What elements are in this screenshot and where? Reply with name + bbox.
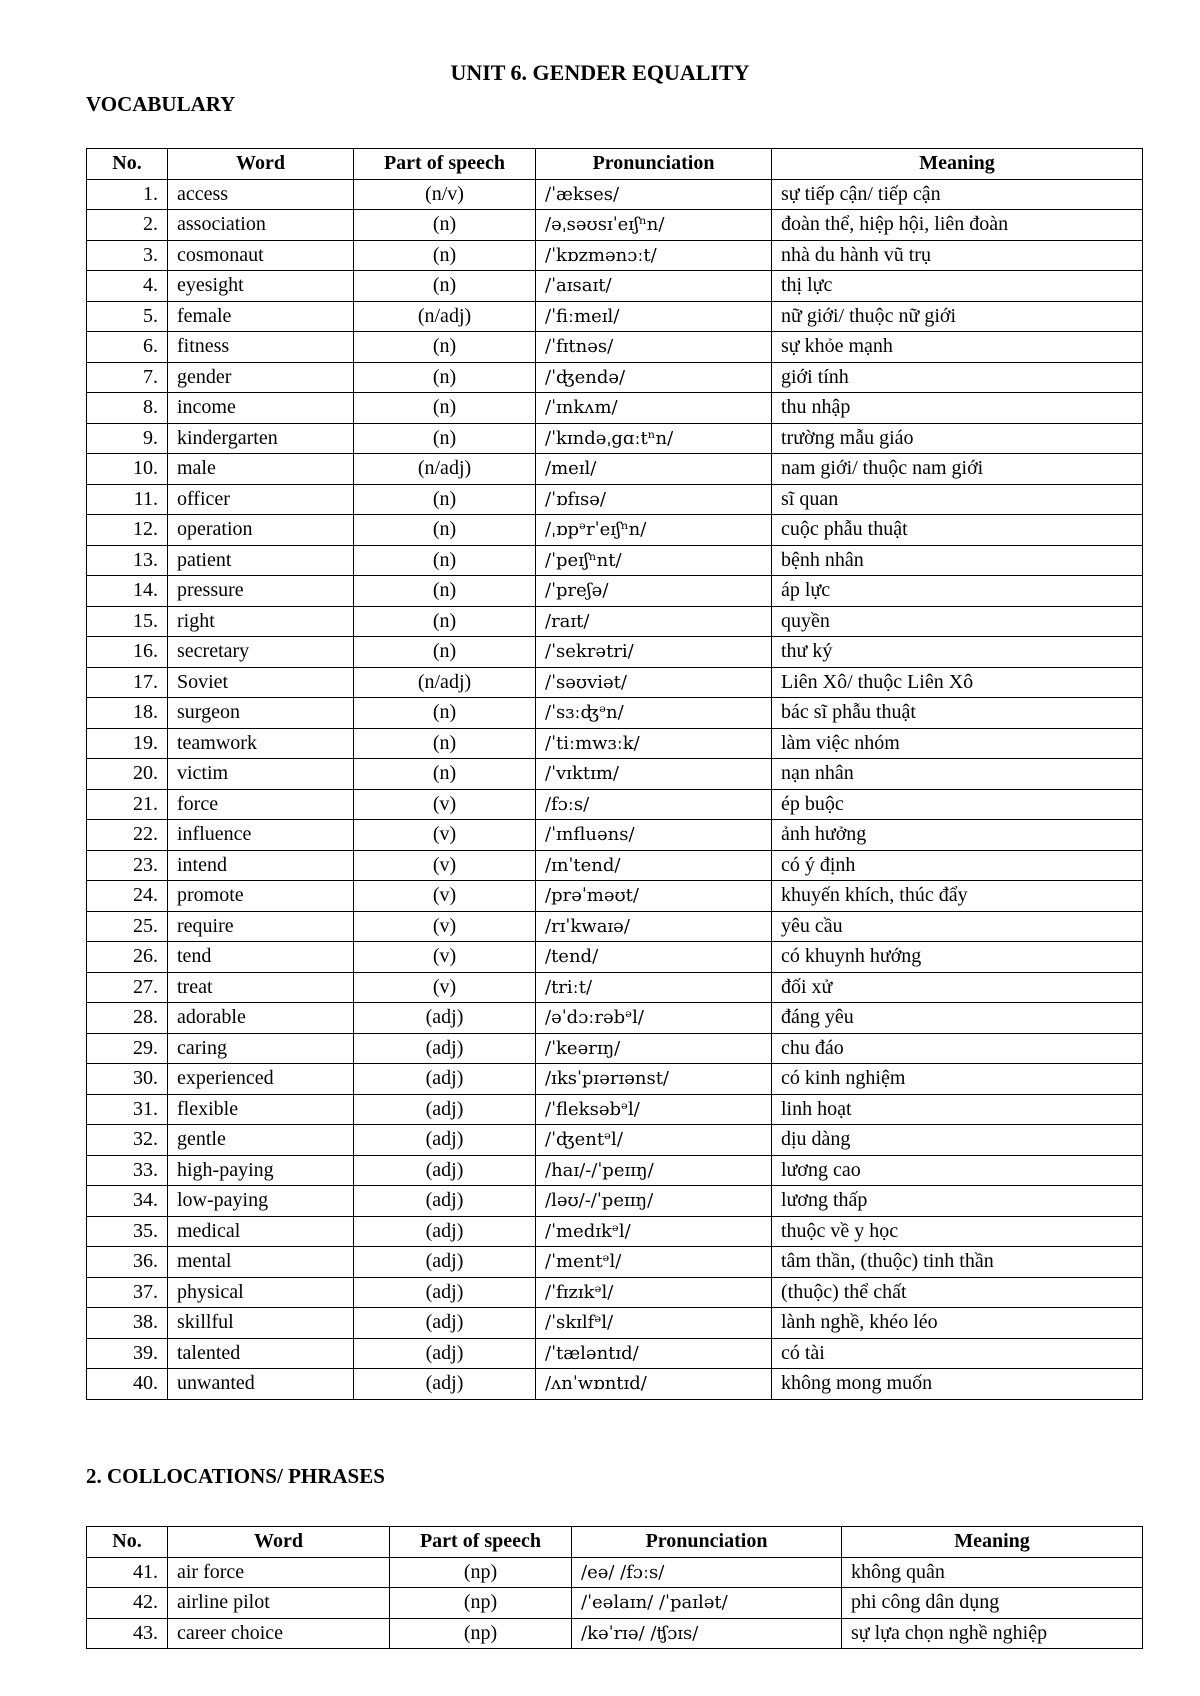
page-title: UNIT 6. GENDER EQUALITY bbox=[450, 60, 750, 85]
cell-part-of-speech: (adj) bbox=[354, 1033, 536, 1064]
cell-meaning: linh hoạt bbox=[772, 1094, 1143, 1125]
cell-word: mental bbox=[168, 1247, 354, 1278]
cell-meaning: sự tiếp cận/ tiếp cận bbox=[772, 179, 1143, 210]
table-row bbox=[87, 271, 1143, 302]
cell-part-of-speech: (n) bbox=[354, 637, 536, 668]
cell-part-of-speech: (n) bbox=[354, 423, 536, 454]
cell-part-of-speech: (adj) bbox=[354, 1186, 536, 1217]
cell-meaning: cuộc phẫu thuật bbox=[772, 515, 1143, 546]
header-word: Word bbox=[168, 149, 354, 180]
cell-word: experienced bbox=[168, 1064, 354, 1095]
cell-word: influence bbox=[168, 820, 354, 851]
cell-word: intend bbox=[168, 850, 354, 881]
table-row bbox=[87, 1338, 1143, 1369]
cell-number: 17. bbox=[87, 667, 168, 698]
table-row bbox=[87, 1557, 1143, 1588]
cell-number: 29. bbox=[87, 1033, 168, 1064]
table-row bbox=[87, 728, 1143, 759]
cell-meaning: sĩ quan bbox=[772, 484, 1143, 515]
cell-word: low-paying bbox=[168, 1186, 354, 1217]
cell-pronunciation: /ˈfɪtnəs/ bbox=[536, 332, 772, 363]
cell-meaning: nam giới/ thuộc nam giới bbox=[772, 454, 1143, 485]
cell-number: 42. bbox=[87, 1588, 168, 1619]
table-row bbox=[87, 789, 1143, 820]
cell-word: access bbox=[168, 179, 354, 210]
cell-word: treat bbox=[168, 972, 354, 1003]
cell-word: gender bbox=[168, 362, 354, 393]
table-row bbox=[87, 1588, 1143, 1619]
header-word: Word bbox=[168, 1527, 390, 1558]
header-part-of-speech: Part of speech bbox=[390, 1527, 572, 1558]
cell-pronunciation: /ˈskɪlfᵊl/ bbox=[536, 1308, 772, 1339]
cell-number: 11. bbox=[87, 484, 168, 515]
cell-part-of-speech: (n) bbox=[354, 759, 536, 790]
cell-pronunciation: /ˈpeɪʃⁿnt/ bbox=[536, 545, 772, 576]
table-row bbox=[87, 606, 1143, 637]
cell-part-of-speech: (n/adj) bbox=[354, 454, 536, 485]
cell-meaning: giới tính bbox=[772, 362, 1143, 393]
cell-part-of-speech: (n) bbox=[354, 728, 536, 759]
cell-number: 5. bbox=[87, 301, 168, 332]
cell-part-of-speech: (n) bbox=[354, 362, 536, 393]
table-row bbox=[87, 423, 1143, 454]
cell-pronunciation: /ˈfiːmeɪl/ bbox=[536, 301, 772, 332]
table-row bbox=[87, 1186, 1143, 1217]
table-row bbox=[87, 972, 1143, 1003]
cell-part-of-speech: (n) bbox=[354, 545, 536, 576]
cell-number: 34. bbox=[87, 1186, 168, 1217]
cell-meaning: nữ giới/ thuộc nữ giới bbox=[772, 301, 1143, 332]
cell-number: 25. bbox=[87, 911, 168, 942]
table-row bbox=[87, 1369, 1143, 1400]
cell-number: 40. bbox=[87, 1369, 168, 1400]
cell-number: 35. bbox=[87, 1216, 168, 1247]
table-row bbox=[87, 1033, 1143, 1064]
cell-number: 9. bbox=[87, 423, 168, 454]
cell-pronunciation: /ˈkɪndəˌgɑːtⁿn/ bbox=[536, 423, 772, 454]
cell-number: 14. bbox=[87, 576, 168, 607]
cell-pronunciation: /rɪˈkwaɪə/ bbox=[536, 911, 772, 942]
cell-word: promote bbox=[168, 881, 354, 912]
cell-word: airline pilot bbox=[168, 1588, 390, 1619]
cell-meaning: (thuộc) thể chất bbox=[772, 1277, 1143, 1308]
table-row bbox=[87, 698, 1143, 729]
cell-word: association bbox=[168, 210, 354, 241]
cell-word: fitness bbox=[168, 332, 354, 363]
cell-meaning: lương cao bbox=[772, 1155, 1143, 1186]
section-heading-vocabulary: VOCABULARY bbox=[86, 92, 236, 116]
table-row bbox=[87, 911, 1143, 942]
cell-number: 19. bbox=[87, 728, 168, 759]
cell-number: 13. bbox=[87, 545, 168, 576]
cell-part-of-speech: (n/adj) bbox=[354, 667, 536, 698]
table-row bbox=[87, 1618, 1143, 1649]
cell-word: victim bbox=[168, 759, 354, 790]
header-meaning: Meaning bbox=[772, 149, 1143, 180]
cell-pronunciation: /haɪ/-/ˈpeɪɪŋ/ bbox=[536, 1155, 772, 1186]
cell-meaning: không mong muốn bbox=[772, 1369, 1143, 1400]
cell-meaning: thị lực bbox=[772, 271, 1143, 302]
cell-number: 4. bbox=[87, 271, 168, 302]
cell-meaning: ép buộc bbox=[772, 789, 1143, 820]
header-part-of-speech: Part of speech bbox=[354, 149, 536, 180]
cell-pronunciation: /ˈɒfɪsə/ bbox=[536, 484, 772, 515]
cell-part-of-speech: (adj) bbox=[354, 1125, 536, 1156]
table-row bbox=[87, 332, 1143, 363]
cell-part-of-speech: (v) bbox=[354, 820, 536, 851]
cell-part-of-speech: (n/adj) bbox=[354, 301, 536, 332]
cell-pronunciation: /raɪt/ bbox=[536, 606, 772, 637]
cell-meaning: làm việc nhóm bbox=[772, 728, 1143, 759]
cell-meaning: quyền bbox=[772, 606, 1143, 637]
cell-word: air force bbox=[168, 1557, 390, 1588]
cell-meaning: thư ký bbox=[772, 637, 1143, 668]
table-row bbox=[87, 881, 1143, 912]
cell-meaning: đáng yêu bbox=[772, 1003, 1143, 1034]
cell-part-of-speech: (adj) bbox=[354, 1094, 536, 1125]
cell-meaning: sự khỏe mạnh bbox=[772, 332, 1143, 363]
cell-word: Soviet bbox=[168, 667, 354, 698]
cell-part-of-speech: (n) bbox=[354, 332, 536, 363]
cell-pronunciation: /ˈmedɪkᵊl/ bbox=[536, 1216, 772, 1247]
cell-part-of-speech: (np) bbox=[390, 1618, 572, 1649]
cell-part-of-speech: (n) bbox=[354, 240, 536, 271]
cell-word: male bbox=[168, 454, 354, 485]
cell-number: 10. bbox=[87, 454, 168, 485]
table-row bbox=[87, 942, 1143, 973]
cell-number: 31. bbox=[87, 1094, 168, 1125]
cell-pronunciation: /ˈʤentᵊl/ bbox=[536, 1125, 772, 1156]
cell-number: 2. bbox=[87, 210, 168, 241]
cell-word: kindergarten bbox=[168, 423, 354, 454]
cell-part-of-speech: (v) bbox=[354, 881, 536, 912]
cell-number: 15. bbox=[87, 606, 168, 637]
table-row bbox=[87, 850, 1143, 881]
cell-pronunciation: /ˈpreʃə/ bbox=[536, 576, 772, 607]
cell-pronunciation: /ʌnˈwɒntɪd/ bbox=[536, 1369, 772, 1400]
table-row bbox=[87, 667, 1143, 698]
cell-meaning: trường mẫu giáo bbox=[772, 423, 1143, 454]
cell-part-of-speech: (np) bbox=[390, 1588, 572, 1619]
cell-part-of-speech: (v) bbox=[354, 972, 536, 1003]
cell-pronunciation: /ˈɪnfluəns/ bbox=[536, 820, 772, 851]
cell-pronunciation: /meɪl/ bbox=[536, 454, 772, 485]
cell-part-of-speech: (np) bbox=[390, 1557, 572, 1588]
cell-number: 36. bbox=[87, 1247, 168, 1278]
cell-number: 6. bbox=[87, 332, 168, 363]
table-row bbox=[87, 484, 1143, 515]
cell-number: 22. bbox=[87, 820, 168, 851]
cell-word: eyesight bbox=[168, 271, 354, 302]
table-row bbox=[87, 1003, 1143, 1034]
cell-meaning: tâm thần, (thuộc) tinh thần bbox=[772, 1247, 1143, 1278]
cell-word: right bbox=[168, 606, 354, 637]
cell-meaning: ảnh hưởng bbox=[772, 820, 1143, 851]
cell-pronunciation: /ˈaɪsaɪt/ bbox=[536, 271, 772, 302]
cell-part-of-speech: (v) bbox=[354, 789, 536, 820]
cell-pronunciation: /ˈmentᵊl/ bbox=[536, 1247, 772, 1278]
cell-pronunciation: /ɪksˈpɪərɪənst/ bbox=[536, 1064, 772, 1095]
cell-pronunciation: /ˈækses/ bbox=[536, 179, 772, 210]
header-pronunciation: Pronunciation bbox=[572, 1527, 842, 1558]
cell-word: patient bbox=[168, 545, 354, 576]
cell-number: 16. bbox=[87, 637, 168, 668]
vocabulary-table bbox=[86, 148, 1143, 1400]
cell-number: 18. bbox=[87, 698, 168, 729]
cell-meaning: sự lựa chọn nghề nghiệp bbox=[842, 1618, 1143, 1649]
cell-word: force bbox=[168, 789, 354, 820]
cell-word: high-paying bbox=[168, 1155, 354, 1186]
cell-pronunciation: /ˈsekrətri/ bbox=[536, 637, 772, 668]
cell-part-of-speech: (adj) bbox=[354, 1216, 536, 1247]
cell-meaning: bác sĩ phẫu thuật bbox=[772, 698, 1143, 729]
cell-word: caring bbox=[168, 1033, 354, 1064]
collocations-table bbox=[86, 1526, 1143, 1649]
table-row bbox=[87, 1308, 1143, 1339]
cell-meaning: khuyến khích, thúc đẩy bbox=[772, 881, 1143, 912]
collocations-table-body bbox=[87, 1557, 1143, 1649]
cell-meaning: bệnh nhân bbox=[772, 545, 1143, 576]
cell-part-of-speech: (v) bbox=[354, 911, 536, 942]
table-header-row bbox=[87, 149, 1143, 180]
cell-meaning: áp lực bbox=[772, 576, 1143, 607]
cell-word: unwanted bbox=[168, 1369, 354, 1400]
cell-part-of-speech: (adj) bbox=[354, 1247, 536, 1278]
cell-word: adorable bbox=[168, 1003, 354, 1034]
cell-meaning: lành nghề, khéo léo bbox=[772, 1308, 1143, 1339]
cell-number: 21. bbox=[87, 789, 168, 820]
cell-meaning: nạn nhân bbox=[772, 759, 1143, 790]
cell-word: skillful bbox=[168, 1308, 354, 1339]
cell-word: talented bbox=[168, 1338, 354, 1369]
cell-pronunciation: /ˈkeərɪŋ/ bbox=[536, 1033, 772, 1064]
cell-pronunciation: /ˈfleksəbᵊl/ bbox=[536, 1094, 772, 1125]
cell-pronunciation: /eə/ /fɔːs/ bbox=[572, 1557, 842, 1588]
cell-part-of-speech: (n) bbox=[354, 576, 536, 607]
cell-number: 38. bbox=[87, 1308, 168, 1339]
cell-meaning: có khuynh hướng bbox=[772, 942, 1143, 973]
cell-part-of-speech: (adj) bbox=[354, 1155, 536, 1186]
cell-part-of-speech: (adj) bbox=[354, 1338, 536, 1369]
cell-part-of-speech: (n) bbox=[354, 515, 536, 546]
cell-meaning: có ý định bbox=[772, 850, 1143, 881]
cell-pronunciation: /ləʊ/-/ˈpeɪɪŋ/ bbox=[536, 1186, 772, 1217]
cell-part-of-speech: (n) bbox=[354, 484, 536, 515]
cell-pronunciation: /ˈɪnkʌm/ bbox=[536, 393, 772, 424]
cell-number: 20. bbox=[87, 759, 168, 790]
cell-word: physical bbox=[168, 1277, 354, 1308]
table-row bbox=[87, 179, 1143, 210]
cell-meaning: lương thấp bbox=[772, 1186, 1143, 1217]
cell-number: 26. bbox=[87, 942, 168, 973]
cell-meaning: phi công dân dụng bbox=[842, 1588, 1143, 1619]
cell-part-of-speech: (n) bbox=[354, 210, 536, 241]
cell-number: 27. bbox=[87, 972, 168, 1003]
cell-pronunciation: /ˈeəlaɪn/ /ˈpaɪlət/ bbox=[572, 1588, 842, 1619]
cell-pronunciation: /ɪnˈtend/ bbox=[536, 850, 772, 881]
cell-number: 43. bbox=[87, 1618, 168, 1649]
cell-word: require bbox=[168, 911, 354, 942]
cell-pronunciation: /ˈtæləntɪd/ bbox=[536, 1338, 772, 1369]
cell-word: officer bbox=[168, 484, 354, 515]
cell-pronunciation: /triːt/ bbox=[536, 972, 772, 1003]
cell-meaning: chu đáo bbox=[772, 1033, 1143, 1064]
table-row bbox=[87, 1155, 1143, 1186]
cell-pronunciation: /ˈkɒzmənɔːt/ bbox=[536, 240, 772, 271]
cell-number: 33. bbox=[87, 1155, 168, 1186]
cell-word: medical bbox=[168, 1216, 354, 1247]
cell-meaning: nhà du hành vũ trụ bbox=[772, 240, 1143, 271]
cell-word: career choice bbox=[168, 1618, 390, 1649]
cell-number: 23. bbox=[87, 850, 168, 881]
cell-pronunciation: /ˈsəʊviət/ bbox=[536, 667, 772, 698]
cell-pronunciation: /fɔːs/ bbox=[536, 789, 772, 820]
cell-number: 1. bbox=[87, 179, 168, 210]
cell-part-of-speech: (v) bbox=[354, 850, 536, 881]
cell-meaning: thuộc về y học bbox=[772, 1216, 1143, 1247]
cell-number: 7. bbox=[87, 362, 168, 393]
cell-number: 41. bbox=[87, 1557, 168, 1588]
cell-pronunciation: /əˈdɔːrəbᵊl/ bbox=[536, 1003, 772, 1034]
cell-pronunciation: /prəˈməʊt/ bbox=[536, 881, 772, 912]
cell-pronunciation: /ˈtiːmwɜːk/ bbox=[536, 728, 772, 759]
cell-part-of-speech: (v) bbox=[354, 942, 536, 973]
cell-part-of-speech: (adj) bbox=[354, 1308, 536, 1339]
cell-meaning: thu nhập bbox=[772, 393, 1143, 424]
cell-word: cosmonaut bbox=[168, 240, 354, 271]
table-row bbox=[87, 820, 1143, 851]
cell-meaning: Liên Xô/ thuộc Liên Xô bbox=[772, 667, 1143, 698]
table-row bbox=[87, 454, 1143, 485]
cell-pronunciation: /ˌɒpᵊrˈeɪʃⁿn/ bbox=[536, 515, 772, 546]
cell-meaning: dịu dàng bbox=[772, 1125, 1143, 1156]
table-row bbox=[87, 1094, 1143, 1125]
header-pronunciation: Pronunciation bbox=[536, 149, 772, 180]
table-row bbox=[87, 1216, 1143, 1247]
table-row bbox=[87, 1064, 1143, 1095]
cell-word: gentle bbox=[168, 1125, 354, 1156]
table-row bbox=[87, 759, 1143, 790]
cell-meaning: yêu cầu bbox=[772, 911, 1143, 942]
cell-number: 24. bbox=[87, 881, 168, 912]
cell-meaning: không quân bbox=[842, 1557, 1143, 1588]
table-row bbox=[87, 1247, 1143, 1278]
cell-word: income bbox=[168, 393, 354, 424]
cell-part-of-speech: (n) bbox=[354, 271, 536, 302]
cell-pronunciation: /ˈsɜːʤᵊn/ bbox=[536, 698, 772, 729]
cell-number: 30. bbox=[87, 1064, 168, 1095]
cell-number: 3. bbox=[87, 240, 168, 271]
table-row bbox=[87, 637, 1143, 668]
cell-part-of-speech: (adj) bbox=[354, 1003, 536, 1034]
cell-number: 39. bbox=[87, 1338, 168, 1369]
cell-pronunciation: /kəˈrɪə/ /ʧɔɪs/ bbox=[572, 1618, 842, 1649]
cell-pronunciation: /ˈʤendə/ bbox=[536, 362, 772, 393]
cell-number: 32. bbox=[87, 1125, 168, 1156]
table-row bbox=[87, 240, 1143, 271]
header-no: No. bbox=[87, 1527, 168, 1558]
cell-part-of-speech: (adj) bbox=[354, 1064, 536, 1095]
table-row bbox=[87, 1125, 1143, 1156]
cell-word: operation bbox=[168, 515, 354, 546]
table-row bbox=[87, 1277, 1143, 1308]
cell-meaning: có kinh nghiệm bbox=[772, 1064, 1143, 1095]
table-row bbox=[87, 393, 1143, 424]
header-meaning: Meaning bbox=[842, 1527, 1143, 1558]
table-row bbox=[87, 362, 1143, 393]
cell-word: female bbox=[168, 301, 354, 332]
cell-meaning: đối xử bbox=[772, 972, 1143, 1003]
cell-meaning: có tài bbox=[772, 1338, 1143, 1369]
cell-word: tend bbox=[168, 942, 354, 973]
table-header-row bbox=[87, 1527, 1143, 1558]
table-row bbox=[87, 301, 1143, 332]
cell-part-of-speech: (adj) bbox=[354, 1277, 536, 1308]
header-no: No. bbox=[87, 149, 168, 180]
cell-part-of-speech: (adj) bbox=[354, 1369, 536, 1400]
vocabulary-table-body bbox=[87, 179, 1143, 1399]
table-row bbox=[87, 515, 1143, 546]
cell-part-of-speech: (n) bbox=[354, 393, 536, 424]
cell-number: 37. bbox=[87, 1277, 168, 1308]
table-row bbox=[87, 545, 1143, 576]
cell-number: 12. bbox=[87, 515, 168, 546]
cell-word: secretary bbox=[168, 637, 354, 668]
cell-part-of-speech: (n/v) bbox=[354, 179, 536, 210]
table-row bbox=[87, 210, 1143, 241]
cell-pronunciation: /tend/ bbox=[536, 942, 772, 973]
cell-word: pressure bbox=[168, 576, 354, 607]
cell-number: 28. bbox=[87, 1003, 168, 1034]
cell-part-of-speech: (n) bbox=[354, 606, 536, 637]
cell-part-of-speech: (n) bbox=[354, 698, 536, 729]
section-heading-collocations: 2. COLLOCATIONS/ PHRASES bbox=[86, 1464, 385, 1488]
cell-meaning: đoàn thể, hiệp hội, liên đoàn bbox=[772, 210, 1143, 241]
cell-pronunciation: /ˈvɪktɪm/ bbox=[536, 759, 772, 790]
cell-pronunciation: /ˈfɪzɪkᵊl/ bbox=[536, 1277, 772, 1308]
table-row bbox=[87, 576, 1143, 607]
cell-word: surgeon bbox=[168, 698, 354, 729]
cell-number: 8. bbox=[87, 393, 168, 424]
cell-pronunciation: /əˌsəʊsɪˈeɪʃⁿn/ bbox=[536, 210, 772, 241]
cell-word: teamwork bbox=[168, 728, 354, 759]
cell-word: flexible bbox=[168, 1094, 354, 1125]
